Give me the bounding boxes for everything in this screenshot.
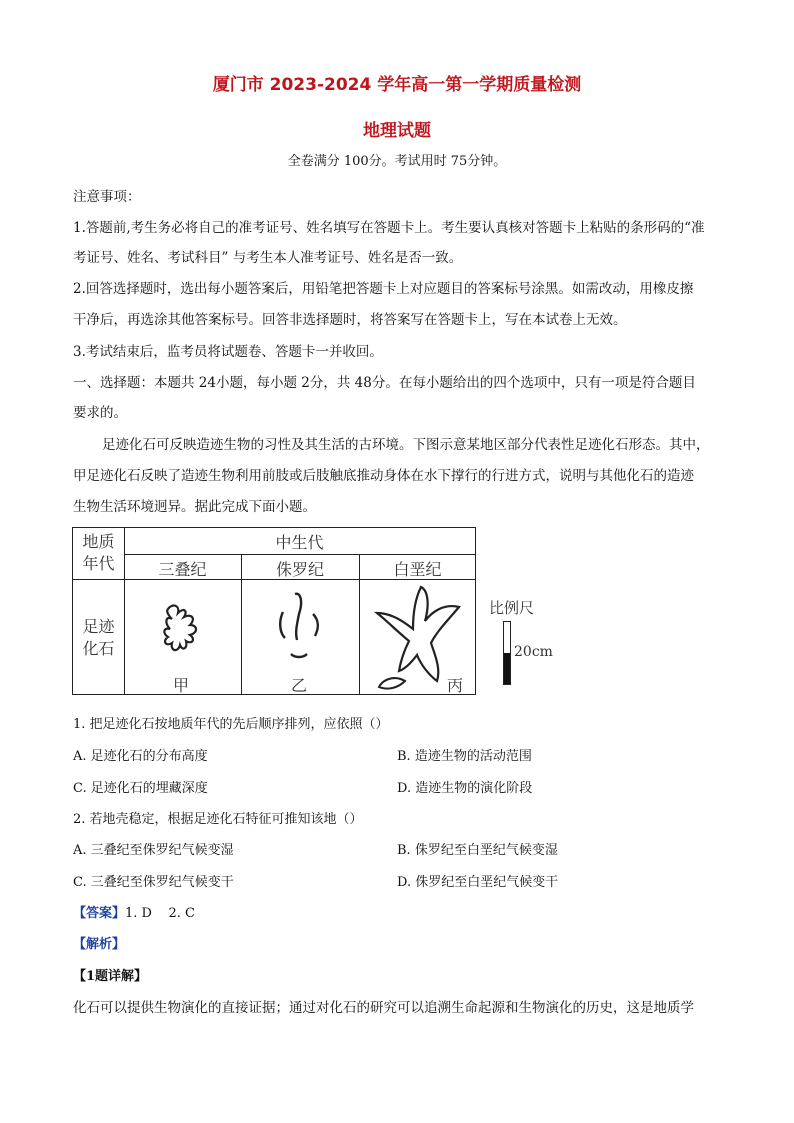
triassic-label: 三叠纪 [158, 560, 207, 579]
fossil-figure-table [72, 527, 476, 695]
section-heading-1: 一、选择题：本题共 24小题，每小题 2分，共 48分。在每小题给出的四个选项中，只有一项是符合题目 [73, 375, 696, 391]
question-1-option-c: C. 足迹化石的埋藏深度 [73, 781, 208, 796]
note-2a: 2.回答选择题时，选出每小题答案后，用铅笔把答题卡上对应题目的答案标号涂黑。如需改动，用橡皮擦 [73, 281, 694, 297]
note-1b: 考证号、姓名、考试科目” 与考生本人准考证号、姓名是否一致。 [73, 250, 463, 266]
note-2b: 干净后，再选涂其他答案标号。回答非选择题时，将答案写在答题卡上，写在本试卷上无效。 [73, 312, 627, 328]
question-1-option-d: D. 造迹生物的演化阶段 [397, 781, 533, 796]
scale-bar [503, 621, 511, 685]
fossil-label: 足迹 化石 [82, 617, 115, 658]
analysis-body: 化石可以提供生物演化的直接证据；通过对化石的研究可以追溯生命起源和生物演化的历史，这是地质学 [73, 1000, 694, 1016]
cretaceous-label: 白垩纪 [393, 560, 442, 579]
fossil-bing-label: 丙 [447, 676, 464, 695]
exam-subtitle: 地理试题 [363, 121, 431, 141]
analysis-tag: 【解析】 [73, 937, 126, 952]
answer-line [73, 902, 195, 921]
passage-line-1: 足迹化石可反映造迹生物的习性及其生活的古环境。下图示意某地区部分代表性足迹化石形态。其中， [102, 437, 710, 453]
section-heading-2: 要求的。 [73, 405, 127, 421]
footprint-jia-icon [158, 601, 208, 671]
era-label: 地质 年代 [82, 532, 115, 573]
fossil-jia-label: 甲 [173, 676, 190, 695]
note-3: 3.考试结束后，监考员将试题卷、答题卡一并收回。 [73, 344, 383, 360]
question-2-option-a: A. 三叠纪至侏罗纪气候变湿 [73, 843, 234, 858]
footprint-yi-icon [273, 588, 333, 668]
question-2-option-c: C. 三叠纪至侏罗纪气候变干 [73, 875, 234, 890]
question-1-option-a: A. 足迹化石的分布高度 [73, 749, 208, 764]
question-1-option-b: B. 造迹生物的活动范围 [397, 749, 532, 764]
question-2-option-b: B. 侏罗纪至白垩纪气候变湿 [397, 843, 558, 858]
question-2-option-d: D. 侏罗纪至白垩纪气候变干 [397, 875, 559, 890]
exam-title: 厦门市 2023-2024 学年高一第一学期质量检测 [212, 75, 582, 95]
answer-tag: 【答案】 [73, 906, 126, 921]
note-1a: 1.答题前,考生务必将自己的准考证号、姓名填写在答题卡上。考生要认真核对答题卡上粘贴的条形码的“准 [73, 220, 705, 236]
scale-title: 比例尺 [489, 599, 535, 617]
passage-line-2: 甲足迹化石反映了造迹生物利用前肢或后肢触底推动身体在水下撑行的行进方式，说明与其他化石的造迹 [73, 468, 694, 484]
question-1-stem: 1. 把足迹化石按地质年代的先后顺序排列，应依照（） [73, 717, 389, 732]
detail-heading: 【1题详解】 [73, 969, 148, 984]
question-2-stem: 2. 若地壳稳定，根据足迹化石特征可推知该地（） [73, 812, 363, 827]
passage-line-3: 生物生活环境迥异。据此完成下面小题。 [73, 499, 316, 515]
jurassic-label: 侏罗纪 [275, 560, 324, 579]
notes-heading: 注意事项： [73, 189, 141, 205]
fossil-yi-label: 乙 [291, 676, 308, 695]
scale-value: 20cm [514, 644, 553, 660]
score-line: 全卷满分 100分。考试用时 75分钟。 [287, 154, 507, 169]
answer-text: 1. D 2. C [125, 906, 195, 921]
mesozoic-label: 中生代 [275, 533, 324, 552]
